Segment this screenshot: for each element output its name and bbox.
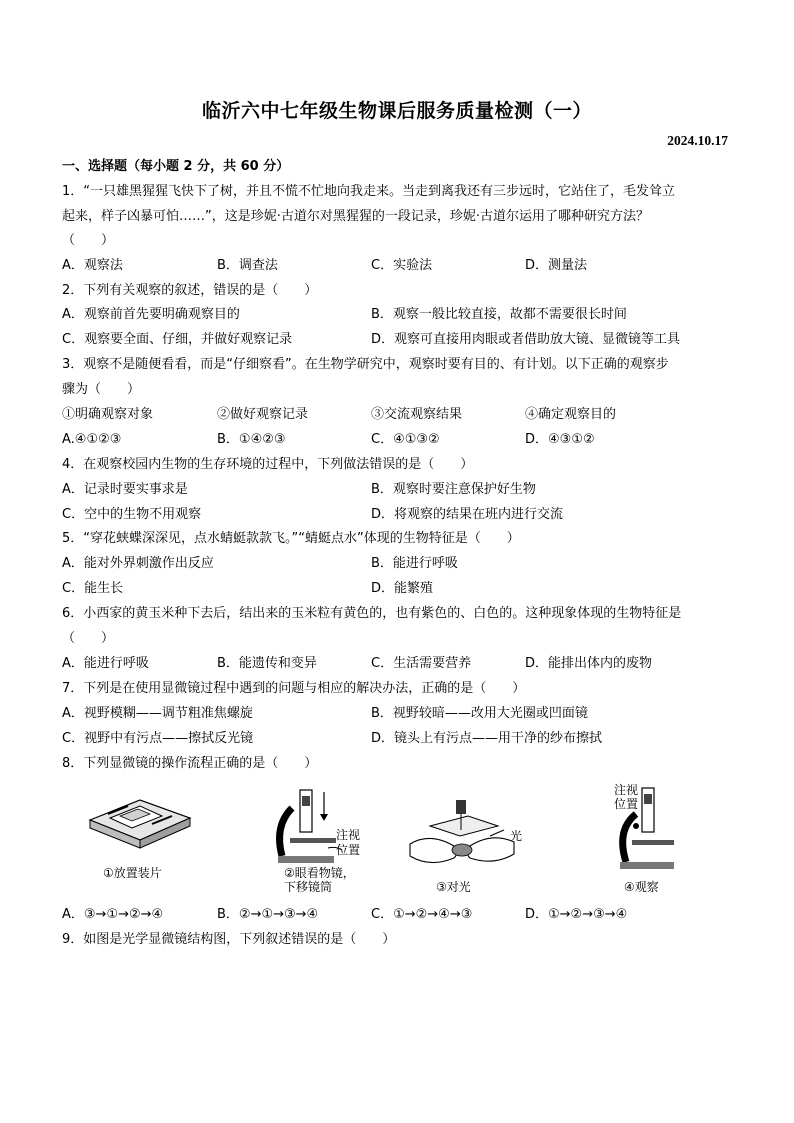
- q6-option-d: D．能排出体内的废物: [525, 656, 653, 671]
- q1-option-c: C．实验法: [371, 258, 433, 273]
- figure2-label-line1: 注视: [336, 828, 361, 842]
- q1-option-a: A．观察法: [62, 258, 123, 273]
- q3-step-3: ③交流观察结果: [371, 407, 463, 422]
- figure3-label: 光: [510, 829, 523, 843]
- q1-stem-line2: 起来，样子凶暴可怕……”，这是珍妮·古道尔对黑猩猩的一段记录，珍妮·古道尔运用了哪种研究方法？: [62, 209, 650, 224]
- q5-stem: 5．“穿花蛱蝶深深见，点水蜻蜓款款飞。”“蜻蜓点水”体现的生物特征是（ ）: [62, 531, 520, 546]
- figure-adjust-light: [402, 800, 522, 870]
- q3-step-1: ①明确观察对象: [62, 407, 154, 422]
- q6-option-c: C．生活需要营养: [371, 656, 472, 671]
- q3-stem-line1: 3．观察不是随便看看，而是“仔细察看”。在生物学研究中，观察时要有目的、有计划。以下正确的观察步: [62, 357, 669, 372]
- q5-option-c: C．能生长: [62, 581, 124, 596]
- q7-stem: 7．下列是在使用显微镜过程中遇到的问题与相应的解决办法，正确的是（ ）: [62, 681, 526, 696]
- figure4-label-line2: 位置: [614, 797, 639, 811]
- page-title: 临沂六中七年级生物课后服务质量检测（一）: [201, 100, 592, 122]
- q8-option-a: A．③→①→②→④: [62, 907, 164, 922]
- q3-option-c: C．④①③②: [371, 432, 440, 447]
- q4-option-b: B．观察时要注意保护好生物: [371, 482, 536, 497]
- q6-stem-line2: （ ）: [62, 631, 115, 646]
- q3-option-d: D．④③①②: [525, 432, 595, 447]
- figure4-caption: ④观察: [624, 880, 659, 894]
- q2-option-b: B．观察一般比较直接，故都不需要很长时间: [371, 307, 627, 322]
- figure2-caption-line2: 下移镜筒: [284, 880, 333, 894]
- figure-place-slide: [80, 790, 200, 870]
- microscope-stage-illustration: [80, 790, 200, 860]
- q8-option-c: C．①→②→④→③: [371, 907, 473, 922]
- q2-option-a: A．观察前首先要明确观察目的: [62, 307, 240, 322]
- q7-option-d: D．镜头上有污点——用干净的纱布擦拭: [371, 731, 603, 746]
- q5-option-a: A．能对外界刺激作出反应: [62, 556, 214, 571]
- q1-stem-line3: （ ）: [62, 233, 115, 248]
- figure4-label-line1: 注视: [614, 783, 639, 797]
- q7-option-c: C．视野中有污点——擦拭反光镜: [62, 731, 254, 746]
- q7-option-b: B．视野较暗——改用大光圈或凹面镜: [371, 706, 588, 721]
- q3-stem-line2: 骤为（ ）: [62, 382, 141, 397]
- q1-stem-line1: 1．“一只雄黑猩猩飞快下了树，并且不慌不忙地向我走来。当走到离我还有三步远时，它站住了，毛发耸立: [62, 184, 676, 199]
- q8-option-d: D．①→②→③→④: [525, 907, 628, 922]
- q3-step-2: ②做好观察记录: [217, 407, 309, 422]
- q3-step-4: ④确定观察目的: [525, 407, 617, 422]
- figure3-caption: ③对光: [436, 880, 471, 894]
- figure2-caption-line1: ②眼看物镜，: [284, 866, 355, 880]
- q9-stem: 9．如图是光学显微镜结构图，下列叙述错误的是（ ）: [62, 932, 396, 947]
- q6-stem-line1: 6．小西家的黄玉米种下去后，结出来的玉米粒有黄色的，也有紫色的、白色的。这种现象体现的生物特征是: [62, 606, 682, 621]
- q2-stem: 2．下列有关观察的叙述，错误的是（ ）: [62, 283, 318, 298]
- q5-option-d: D．能繁殖: [371, 581, 434, 596]
- q4-option-c: C．空中的生物不用观察: [62, 507, 202, 522]
- q1-option-b: B．调查法: [217, 258, 278, 273]
- section-heading: 一、选择题（每小题 2 分，共 60 分）: [62, 159, 290, 174]
- q7-option-a: A．视野模糊——调节粗准焦螺旋: [62, 706, 253, 721]
- figure-lower-tube: [270, 786, 380, 866]
- q6-option-b: B．能遗传和变异: [217, 656, 317, 671]
- q1-option-d: D．测量法: [525, 258, 588, 273]
- hands-mirror-illustration: [402, 800, 522, 870]
- q4-option-a: A．记录时要实事求是: [62, 482, 188, 497]
- q8-stem: 8．下列显微镜的操作流程正确的是（ ）: [62, 756, 318, 771]
- q3-option-a: A.④①②③: [62, 432, 122, 447]
- q2-option-c: C．观察要全面、仔细，并做好观察记录: [62, 332, 293, 347]
- exam-date: 2024.10.17: [667, 133, 728, 148]
- q4-option-d: D．将观察的结果在班内进行交流: [371, 507, 564, 522]
- q2-option-d: D．观察可直接用肉眼或者借助放大镜、显微镜等工具: [371, 332, 681, 347]
- q3-option-b: B．①④②③: [217, 432, 286, 447]
- figure1-caption: ①放置装片: [103, 866, 162, 880]
- q8-option-b: B．②→①→③→④: [217, 907, 319, 922]
- q4-stem: 4．在观察校园内生物的生存环境的过程中，下列做法错误的是（ ）: [62, 457, 474, 472]
- q5-option-b: B．能进行呼吸: [371, 556, 458, 571]
- q6-option-a: A．能进行呼吸: [62, 656, 149, 671]
- figure2-label-line2: 位置: [336, 843, 361, 857]
